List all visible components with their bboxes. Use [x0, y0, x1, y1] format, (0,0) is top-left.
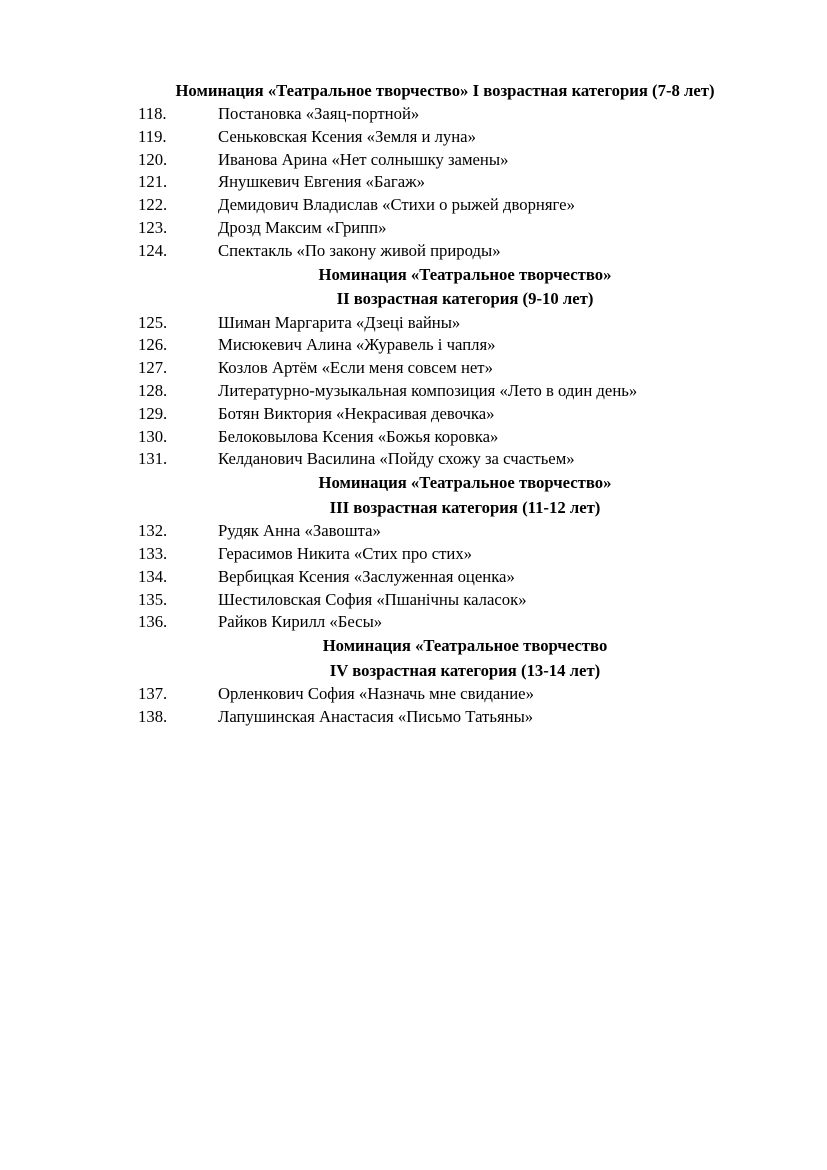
- list-item-126: [120, 334, 770, 357]
- list-item-122: [120, 194, 770, 217]
- item-number: 121.: [138, 172, 168, 192]
- item-text: Мисюкевич Алина «Журавель і чапля»: [218, 335, 496, 355]
- document-content: [120, 78, 770, 729]
- item-text: Шестиловская София «Пшанічны каласок»: [218, 589, 527, 609]
- item-number: 128.: [138, 380, 168, 400]
- item-number: 129.: [138, 403, 168, 423]
- list-item-127: [120, 357, 770, 380]
- item-number: 138.: [138, 706, 168, 726]
- item-number: 126.: [138, 335, 168, 355]
- section-4-heading-line-2: IV возрастная категория (13-14 лет): [329, 660, 601, 680]
- item-text: Герасимов Никита «Стих про стих»: [218, 543, 473, 563]
- list-item-129: [120, 403, 770, 426]
- item-number: 125.: [138, 312, 168, 332]
- list-item-131: [120, 448, 770, 471]
- list-item-134: [120, 566, 770, 589]
- item-text: Рудяк Анна «Завошта»: [218, 521, 381, 541]
- item-text: Демидович Владислав «Стихи о рыжей дворняге»: [218, 195, 575, 215]
- item-number: 120.: [138, 149, 168, 169]
- item-number: 136.: [138, 612, 168, 632]
- item-text: Белоковылова Ксения «Божья коровка»: [218, 426, 499, 446]
- list-item-118: [120, 103, 770, 126]
- item-text: Шиман Маргарита «Дзеці вайны»: [218, 312, 461, 332]
- list-item-138: [120, 706, 770, 729]
- item-number: 127.: [138, 358, 168, 378]
- item-number: 122.: [138, 195, 168, 215]
- list-item-130: [120, 426, 770, 449]
- list-item-119: [120, 126, 770, 149]
- section-4-heading-line-1: Номинация «Театральное творчество: [322, 636, 608, 656]
- item-text: Сеньковская Ксения «Земля и луна»: [218, 126, 476, 146]
- section-3-heading-line-2: III возрастная категория (11-12 лет): [329, 497, 601, 517]
- list-item-135: [120, 589, 770, 612]
- item-text: Литературно-музыкальная композиция «Лето в один день»: [218, 380, 638, 400]
- item-text: Ботян Виктория «Некрасивая девочка»: [218, 403, 495, 423]
- item-number: 130.: [138, 426, 168, 446]
- list-item-123: [120, 217, 770, 240]
- item-number: 137.: [138, 684, 168, 704]
- item-number: 123.: [138, 217, 168, 237]
- item-number: 118.: [138, 104, 167, 123]
- item-text: Иванова Арина «Нет солнышку замены»: [218, 149, 509, 169]
- list-item-125: [120, 312, 770, 335]
- list-item-121: [120, 171, 770, 194]
- section-1-heading: Номинация «Театральное творчество» I возрастная категория (7-8 лет): [175, 81, 715, 100]
- list-item-132: [120, 520, 770, 543]
- list-item-133: [120, 543, 770, 566]
- item-number: 131.: [138, 449, 168, 469]
- item-text: Постановка «Заяц-портной»: [218, 104, 420, 123]
- item-text: Козлов Артём «Если меня совсем нет»: [218, 358, 493, 378]
- section-2-heading-line-1: Номинация «Театральное творчество»: [318, 264, 612, 284]
- item-text: Келданович Василина «Пойду схожу за счастьем»: [218, 449, 575, 469]
- section-2-heading-line-2: II возрастная категория (9-10 лет): [336, 289, 594, 309]
- item-number: 135.: [138, 589, 168, 609]
- list-item-120: [120, 149, 770, 172]
- item-text: Спектакль «По закону живой природы»: [218, 240, 501, 260]
- list-item-124: [120, 240, 770, 263]
- item-number: 119.: [138, 126, 167, 146]
- item-number: 133.: [138, 543, 168, 563]
- item-text: Янушкевич Евгения «Багаж»: [218, 172, 425, 192]
- section-3-heading-line-1: Номинация «Театральное творчество»: [318, 473, 612, 493]
- item-number: 124.: [138, 240, 168, 260]
- item-text: Райков Кирилл «Бесы»: [218, 612, 383, 632]
- item-text: Лапушинская Анастасия «Письмо Татьяны»: [218, 706, 534, 726]
- list-item-136: [120, 611, 770, 634]
- list-item-137: [120, 683, 770, 706]
- item-text: Орленкович София «Назначь мне свидание»: [218, 684, 534, 704]
- list-item-128: [120, 380, 770, 403]
- item-text: Дрозд Максим «Грипп»: [218, 217, 387, 237]
- item-number: 134.: [138, 566, 168, 586]
- item-text: Вербицкая Ксения «Заслуженная оценка»: [218, 566, 515, 586]
- item-number: 132.: [138, 521, 168, 541]
